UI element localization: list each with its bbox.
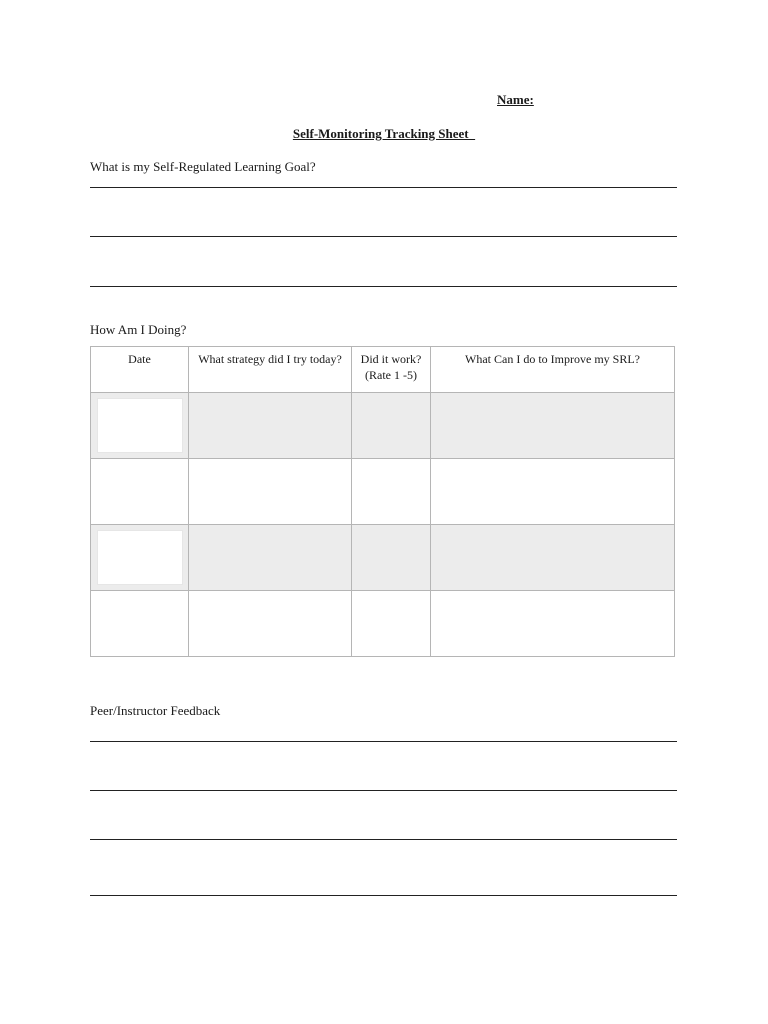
rating-cell[interactable] (352, 525, 431, 591)
feedback-line-4[interactable] (90, 895, 677, 896)
date-cell[interactable] (91, 459, 189, 525)
strategy-cell[interactable] (189, 393, 352, 459)
rating-cell[interactable] (352, 393, 431, 459)
feedback-line-2[interactable] (90, 790, 677, 791)
document-title: Self-Monitoring Tracking Sheet (292, 126, 476, 141)
feedback-line-3[interactable] (90, 839, 677, 840)
improve-cell[interactable] (431, 591, 675, 657)
date-cell[interactable] (91, 525, 189, 591)
date-entry-box[interactable] (97, 530, 183, 585)
table-header-row (91, 347, 675, 393)
feedback-heading: Peer/Instructor Feedback (90, 703, 221, 718)
improve-cell[interactable] (431, 459, 675, 525)
name-label: Name: (497, 92, 534, 107)
date-cell[interactable] (91, 393, 189, 459)
column-header-strategy: What strategy did I try today? (189, 347, 352, 393)
table-row (91, 459, 675, 525)
strategy-cell[interactable] (189, 591, 352, 657)
improve-cell[interactable] (431, 525, 675, 591)
column-header-date: Date (91, 347, 189, 393)
progress-heading: How Am I Doing? (90, 322, 187, 337)
column-header-improve: What Can I do to Improve my SRL? (431, 347, 675, 393)
strategy-cell[interactable] (189, 459, 352, 525)
rating-cell[interactable] (352, 591, 431, 657)
rating-cell[interactable] (352, 459, 431, 525)
goal-answer-line-2[interactable] (90, 236, 677, 237)
goal-answer-line-3[interactable] (90, 286, 677, 287)
feedback-line-1[interactable] (90, 741, 677, 742)
column-header-rating: Did it work? (Rate 1 -5) (352, 347, 431, 393)
table-row (91, 525, 675, 591)
tracking-table (90, 346, 675, 657)
goal-answer-line-1[interactable] (90, 187, 677, 188)
table-row (91, 591, 675, 657)
improve-cell[interactable] (431, 393, 675, 459)
date-cell[interactable] (91, 591, 189, 657)
date-entry-box[interactable] (97, 398, 183, 453)
goal-question: What is my Self-Regulated Learning Goal? (90, 159, 316, 174)
table-row (91, 393, 675, 459)
strategy-cell[interactable] (189, 525, 352, 591)
